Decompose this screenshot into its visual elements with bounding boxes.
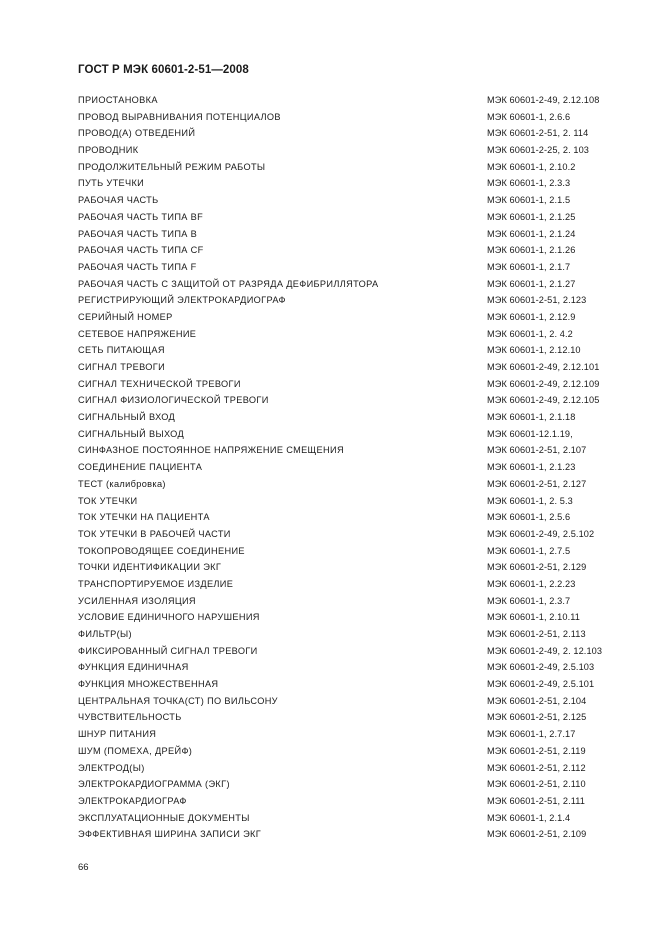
index-entry xyxy=(78,760,618,777)
index-entry xyxy=(78,726,618,743)
term-reference: МЭК 60601-2-49, 2.5.102 xyxy=(487,528,595,539)
index-entry xyxy=(78,676,618,693)
term-name: СИНФАЗНОЕ ПОСТОЯННОЕ НАПРЯЖЕНИЕ СМЕЩЕНИЯ xyxy=(78,445,344,456)
term-reference: МЭК 60601-1, 2.1.4 xyxy=(487,812,571,823)
term-name: ЧУВСТВИТЕЛЬНОСТЬ xyxy=(78,712,182,723)
term-reference: МЭК 60601-2-51, 2.127 xyxy=(487,478,587,489)
term-reference: МЭК 60601-2-51, 2.112 xyxy=(487,762,586,773)
index-entry xyxy=(78,643,618,660)
term-name: ПРОВОД ВЫРАВНИВАНИЯ ПОТЕНЦИАЛОВ xyxy=(78,111,281,122)
term-reference: МЭК 60601-1, 2.7.17 xyxy=(487,729,576,740)
term-name: СИГНАЛ ФИЗИОЛОГИЧЕСКОЙ ТРЕВОГИ xyxy=(78,395,269,406)
term-reference: МЭК 60601-1, 2.10.2 xyxy=(487,161,576,172)
document-header: ГОСТ Р МЭК 60601-2-51—2008 xyxy=(78,64,249,76)
index-entry xyxy=(78,259,618,276)
index-entry xyxy=(78,493,618,510)
term-reference: МЭК 60601-1, 2.1.24 xyxy=(487,228,576,239)
term-reference: МЭК 60601-1, 2.2.23 xyxy=(487,578,576,589)
index-entry xyxy=(78,92,618,109)
index-entry xyxy=(78,376,618,393)
term-reference: МЭК 60601-1, 2. 4.2 xyxy=(487,328,573,339)
index-entry xyxy=(78,342,618,359)
term-reference: МЭК 60601-1, 2.3.7 xyxy=(487,595,571,606)
term-name: СИГНАЛ ТЕХНИЧЕСКОЙ ТРЕВОГИ xyxy=(78,378,241,389)
term-reference: МЭК 60601-2-51, 2.119 xyxy=(487,745,586,756)
index-entry xyxy=(78,543,618,560)
page-number: 66 xyxy=(78,862,89,873)
term-name: ЭЛЕКТРОКАРДИОГРАФ xyxy=(78,795,187,806)
term-name: СИГНАЛЬНЫЙ ВЫХОД xyxy=(78,428,185,439)
index-entry xyxy=(78,709,618,726)
term-name: РАБОЧАЯ ЧАСТЬ ТИПА B xyxy=(78,228,198,239)
index-entry xyxy=(78,409,618,426)
term-reference: МЭК 60601-1, 2.6.6 xyxy=(487,111,571,122)
term-name: РАБОЧАЯ ЧАСТЬ xyxy=(78,195,159,206)
index-entry xyxy=(78,326,618,343)
term-reference: МЭК 60601-1, 2.1.26 xyxy=(487,245,576,256)
index-entry xyxy=(78,593,618,610)
term-reference: МЭК 60601-2-51, 2.123 xyxy=(487,295,587,306)
term-reference: МЭК 60601-1, 2.10.11 xyxy=(487,612,580,623)
index-entry xyxy=(78,476,618,493)
term-name: ПРОВОДНИК xyxy=(78,145,139,156)
term-name: РАБОЧАЯ ЧАСТЬ ТИПА F xyxy=(78,261,197,272)
index-entry xyxy=(78,442,618,459)
term-reference: МЭК 60601-2-51, 2.125 xyxy=(487,712,587,723)
term-name: РЕГИСТРИРУЮЩИЙ ЭЛЕКТРОКАРДИОГРАФ xyxy=(78,295,286,306)
index-entry xyxy=(78,226,618,243)
term-name: СИГНАЛЬНЫЙ ВХОД xyxy=(78,412,176,423)
term-name: ПУТЬ УТЕЧКИ xyxy=(78,178,145,189)
index-entry xyxy=(78,693,618,710)
index-entry xyxy=(78,426,618,443)
index-entry xyxy=(78,309,618,326)
term-reference: МЭК 60601-2-51, 2. 114 xyxy=(487,128,589,139)
term-name: ПРИОСТАНОВКА xyxy=(78,95,158,105)
term-name: ПРОДОЛЖИТЕЛЬНЫЙ РЕЖИМ РАБОТЫ xyxy=(78,161,266,172)
index-entry xyxy=(78,125,618,142)
term-reference: МЭК 60601-2-49, 2.12.108 xyxy=(487,95,600,105)
term-index-list xyxy=(78,92,618,843)
term-reference: МЭК 60601-1, 2.12.9 xyxy=(487,311,576,322)
term-name: ЭКСПЛУАТАЦИОННЫЕ ДОКУМЕНТЫ xyxy=(78,812,250,823)
term-name: ТОК УТЕЧКИ В РАБОЧЕЙ ЧАСТИ xyxy=(78,528,231,539)
term-reference: МЭК 60601-1, 2.3.3 xyxy=(487,178,571,189)
index-entry xyxy=(78,793,618,810)
term-name: СЕТЬ ПИТАЮЩАЯ xyxy=(78,345,165,356)
index-entry xyxy=(78,459,618,476)
index-entry xyxy=(78,810,618,827)
term-name: СОЕДИНЕНИЕ ПАЦИЕНТА xyxy=(78,462,203,473)
term-reference: МЭК 60601-12.1.19, xyxy=(487,428,573,439)
term-reference: МЭК 60601-2-51, 2.107 xyxy=(487,445,587,456)
term-name: ТОК УТЕЧКИ НА ПАЦИЕНТА xyxy=(78,512,210,523)
term-reference: МЭК 60601-1, 2.1.18 xyxy=(487,412,576,423)
index-entry xyxy=(78,276,618,293)
term-name: ФИЛЬТР(Ы) xyxy=(78,629,132,639)
term-name: ЭЛЕКТРОД(Ы) xyxy=(78,762,145,773)
term-reference: МЭК 60601-2-51, 2.113 xyxy=(487,629,586,639)
term-name: УСЛОВИЕ ЕДИНИЧНОГО НАРУШЕНИЯ xyxy=(78,612,260,623)
term-name: ЭФФЕКТИВНАЯ ШИРИНА ЗАПИСИ ЭКГ xyxy=(78,829,262,840)
index-entry xyxy=(78,109,618,126)
term-name: ЦЕНТРАЛЬНАЯ ТОЧКА(СТ) ПО ВИЛЬСОНУ xyxy=(78,695,278,706)
index-entry xyxy=(78,743,618,760)
term-reference: МЭК 60601-1, 2.1.25 xyxy=(487,211,576,222)
term-reference: МЭК 60601-1, 2.1.27 xyxy=(487,278,576,289)
term-reference: МЭК 60601-1, 2.1.23 xyxy=(487,462,576,473)
index-entry xyxy=(78,626,618,643)
term-name: ФУНКЦИЯ ЕДИНИЧНАЯ xyxy=(78,662,189,673)
term-reference: МЭК 60601-2-49, 2. 12.103 xyxy=(487,645,603,656)
term-reference: МЭК 60601-1, 2.1.5 xyxy=(487,195,571,206)
term-name: СЕРИЙНЫЙ НОМЕР xyxy=(78,311,173,322)
term-name: ЭЛЕКТРОКАРДИОГРАММА (ЭКГ) xyxy=(78,779,230,790)
term-reference: МЭК 60601-2-49, 2.5.103 xyxy=(487,662,595,673)
term-name: УСИЛЕННАЯ ИЗОЛЯЦИЯ xyxy=(78,595,196,606)
term-reference: МЭК 60601-2-51, 2.104 xyxy=(487,695,587,706)
index-entry xyxy=(78,159,618,176)
term-name: ШУМ (ПОМЕХА, ДРЕЙФ) xyxy=(78,745,193,756)
term-name: ШНУР ПИТАНИЯ xyxy=(78,729,157,740)
index-entry xyxy=(78,526,618,543)
index-entry xyxy=(78,776,618,793)
index-entry xyxy=(78,659,618,676)
term-name: ТОКОПРОВОДЯЩЕЕ СОЕДИНЕНИЕ xyxy=(78,545,245,556)
term-reference: МЭК 60601-2-49, 2.5.101 xyxy=(487,679,595,690)
term-reference: МЭК 60601-2-49, 2.12.101 xyxy=(487,362,600,372)
term-reference: МЭК 60601-1, 2.1.7 xyxy=(487,261,571,272)
index-entry xyxy=(78,292,618,309)
term-reference: МЭК 60601-2-25, 2. 103 xyxy=(487,145,590,156)
term-name: РАБОЧАЯ ЧАСТЬ ТИПА BF xyxy=(78,211,204,222)
index-entry xyxy=(78,192,618,209)
index-entry xyxy=(78,359,618,376)
index-entry xyxy=(78,392,618,409)
term-reference: МЭК 60601-2-49, 2.12.105 xyxy=(487,395,600,406)
index-entry xyxy=(78,826,618,843)
term-reference: МЭК 60601-2-51, 2.109 xyxy=(487,829,587,840)
term-name: ФИКСИРОВАННЫЙ СИГНАЛ ТРЕВОГИ xyxy=(78,645,258,656)
index-entry xyxy=(78,175,618,192)
term-name: СЕТЕВОЕ НАПРЯЖЕНИЕ xyxy=(78,328,197,339)
term-name: ФУНКЦИЯ МНОЖЕСТВЕННАЯ xyxy=(78,679,219,690)
index-entry xyxy=(78,209,618,226)
index-entry xyxy=(78,242,618,259)
term-name: РАБОЧАЯ ЧАСТЬ ТИПА CF xyxy=(78,245,204,256)
index-entry xyxy=(78,142,618,159)
term-reference: МЭК 60601-1, 2.7.5 xyxy=(487,545,571,556)
term-name: ТРАНСПОРТИРУЕМОЕ ИЗДЕЛИЕ xyxy=(78,578,234,589)
term-name: РАБОЧАЯ ЧАСТЬ С ЗАЩИТОЙ ОТ РАЗРЯДА ДЕФИБРИЛЛЯТОРА xyxy=(78,278,379,289)
term-reference: МЭК 60601-1, 2. 5.3 xyxy=(487,495,573,506)
term-name: ТОЧКИ ИДЕНТИФИКАЦИИ ЭКГ xyxy=(78,562,222,573)
term-reference: МЭК 60601-1, 2.12.10 xyxy=(487,345,581,356)
term-reference: МЭК 60601-2-51, 2.129 xyxy=(487,562,587,573)
term-name: ПРОВОД(А) ОТВЕДЕНИЙ xyxy=(78,128,196,139)
index-entry xyxy=(78,559,618,576)
term-name: ТОК УТЕЧКИ xyxy=(78,495,138,506)
index-entry xyxy=(78,609,618,626)
index-entry xyxy=(78,509,618,526)
index-entry xyxy=(78,576,618,593)
term-reference: МЭК 60601-2-49, 2.12.109 xyxy=(487,378,600,389)
term-name: ТЕСТ (калибровка) xyxy=(78,478,166,489)
term-name: СИГНАЛ ТРЕВОГИ xyxy=(78,362,166,372)
term-reference: МЭК 60601-2-51, 2.111 xyxy=(487,795,585,806)
term-reference: МЭК 60601-2-51, 2.110 xyxy=(487,779,586,790)
term-reference: МЭК 60601-1, 2.5.6 xyxy=(487,512,571,523)
